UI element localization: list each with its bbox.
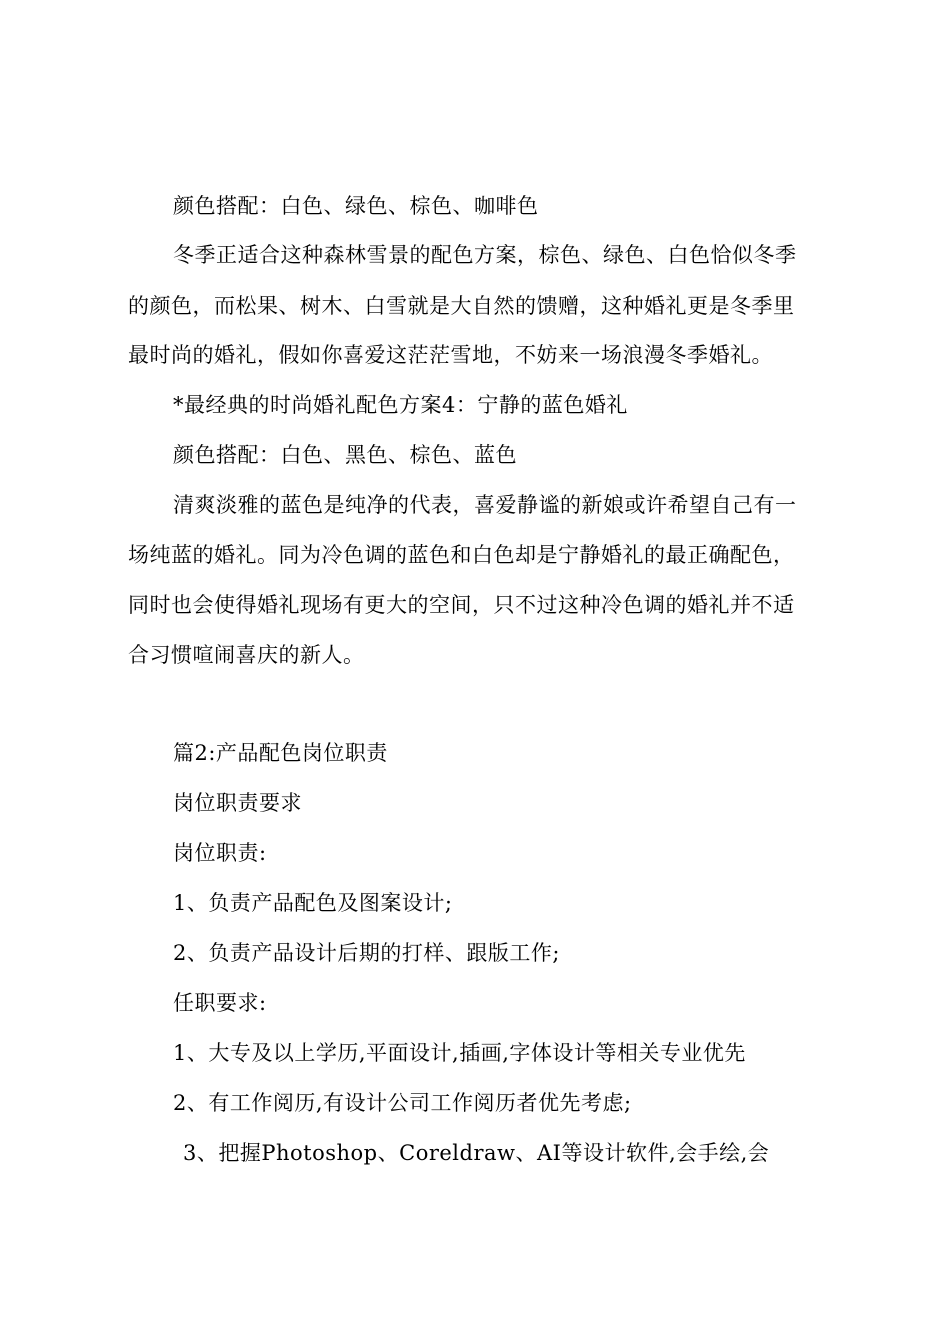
paragraph-1-line-2: 的颜色，而松果、树木、白雪就是大自然的馈赠，这种婚礼更是冬季里 bbox=[128, 294, 795, 318]
duty-item-1: 1、负责产品配色及图案设计; bbox=[173, 891, 453, 915]
color-match-line-2: 颜色搭配：白色、黑色、棕色、蓝色 bbox=[173, 443, 517, 467]
requirements-heading: 岗位职责要求 bbox=[173, 791, 302, 815]
scheme-4-title: *最经典的时尚婚礼配色方案4：宁静的蓝色婚礼 bbox=[173, 393, 628, 417]
paragraph-2-line-3: 同时也会使得婚礼现场有更大的空间，只不过这种冷色调的婚礼并不适 bbox=[128, 593, 795, 617]
requirement-item-2: 2、有工作阅历,有设计公司工作阅历者优先考虑; bbox=[173, 1091, 632, 1115]
requirement-item-3: 3、把握Photoshop、Coreldraw、AI等设计软件,会手绘,会 bbox=[183, 1141, 770, 1165]
duties-heading: 岗位职责: bbox=[173, 841, 267, 865]
section-2-title: 篇2:产品配色岗位职责 bbox=[173, 741, 388, 765]
qualifications-heading: 任职要求: bbox=[173, 991, 267, 1015]
paragraph-2-line-2: 场纯蓝的婚礼。同为冷色调的蓝色和白色却是宁静婚礼的最正确配色， bbox=[128, 543, 795, 567]
paragraph-2-line-4: 合习惯喧闹喜庆的新人。 bbox=[128, 643, 365, 667]
paragraph-2-line-1: 清爽淡雅的蓝色是纯净的代表，喜爱静谧的新娘或许希望自己有一 bbox=[173, 493, 797, 517]
requirement-item-1: 1、大专及以上学历,平面设计,插画,字体设计等相关专业优先 bbox=[173, 1041, 746, 1065]
duty-item-2: 2、负责产品设计后期的打样、跟版工作; bbox=[173, 941, 560, 965]
paragraph-1-line-1: 冬季正适合这种森林雪景的配色方案，棕色、绿色、白色恰似冬季 bbox=[173, 243, 797, 267]
paragraph-1-line-3: 最时尚的婚礼，假如你喜爱这茫茫雪地，不妨来一场浪漫冬季婚礼。 bbox=[128, 343, 773, 367]
color-match-line-1: 颜色搭配：白色、绿色、棕色、咖啡色 bbox=[173, 194, 539, 218]
